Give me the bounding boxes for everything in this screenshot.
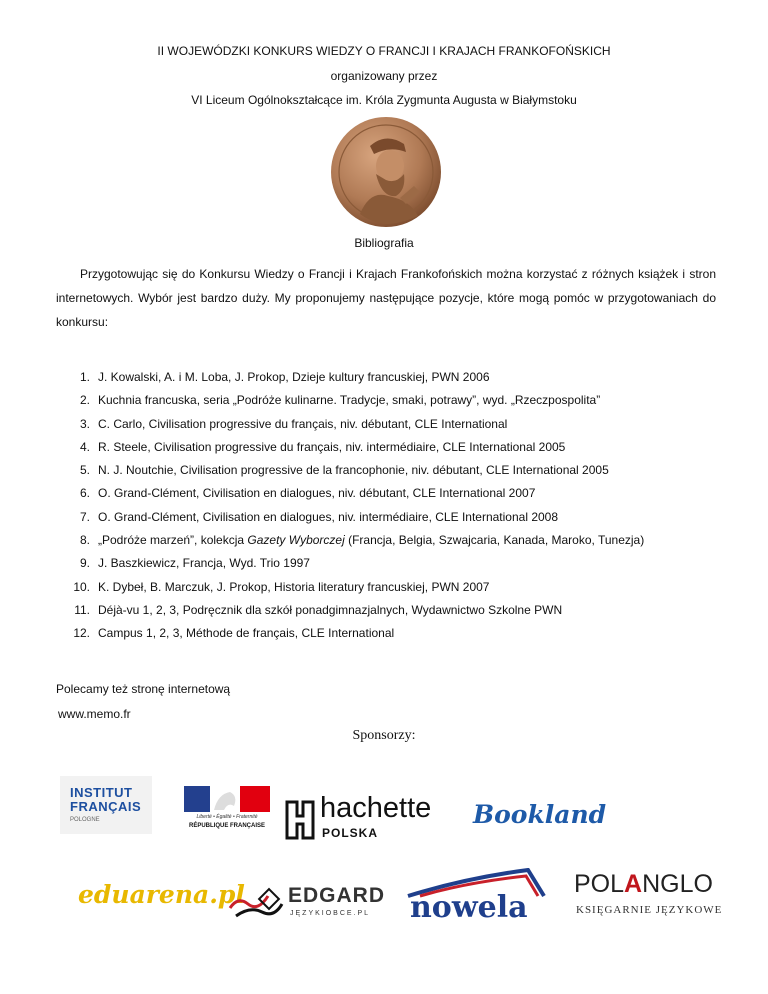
list-item: [56, 459, 644, 482]
organized-by: organizowany przez: [330, 69, 438, 83]
item-text: O. Grand-Clément, Civilisation en dialogues, niv. intermédiaire, CLE International 2008: [98, 509, 559, 524]
list-item: [56, 576, 644, 599]
item-number: 7.: [79, 509, 90, 524]
item-text: J. Baszkiewicz, Francja, Wyd. Trio 1997: [98, 556, 310, 571]
item-text: J. Kowalski, A. i M. Loba, J. Prokop, Dzieje kultury francuskiej, PWN 2006: [98, 370, 490, 384]
list-item: [56, 552, 644, 575]
list-item: [56, 482, 644, 505]
edgard-swoosh-icon: [228, 886, 284, 922]
item-text: Déjà-vu 1, 2, 3, Podręcznik dla szkół ponadgimnazjalnych, Wydawnictwo Szkolne PWN: [98, 602, 563, 617]
hachette-sub: POLSKA: [322, 826, 379, 840]
item-number: 6.: [79, 486, 90, 501]
polanglo-right: NGLO: [642, 870, 713, 898]
item-number: 10.: [73, 579, 90, 594]
item-number: 3.: [79, 416, 90, 431]
nowela-name: nowela: [410, 890, 528, 925]
list-item: [56, 413, 644, 436]
item-number: 5.: [79, 463, 90, 478]
intro-paragraph: Przygotowując się do Konkursu Wiedzy o Francji i Krajach Frankofońskich można korzystać z różnych książek i stron internetowych. Wybór jest bardzo duży. My proponujemy następujące pozycje, które mogą pomóc w przygotowaniach do konkursu:: [56, 267, 716, 329]
list-item: [56, 599, 644, 622]
republique-motto: Liberté • Égalité • Fraternité: [196, 814, 258, 820]
edgard-logo: [228, 884, 388, 924]
item-text: K. Dybeł, B. Marczuk, J. Prokop, Historia literatury francuskiej, PWN 2007: [98, 579, 490, 594]
item-text-post: (Francja, Belgia, Szwajcaria, Kanada, Maroko, Tunezja): [344, 533, 645, 548]
item-text: Kuchnia francuska, seria „Podróże kulinarne. Tradycje, smaki, potrawy”, wyd. „Rzeczpospolita”: [98, 393, 601, 408]
item-text: R. Steele, Civilisation progressive du français, niv. intermédiaire, CLE International 2005: [98, 439, 566, 454]
polanglo-left: POL: [574, 870, 625, 898]
edgard-name: EDGARD: [288, 884, 386, 907]
item-text: C. Carlo, Civilisation progressive du français, niv. débutant, CLE International: [98, 416, 508, 431]
polanglo-sub: KSIĘGARNIE JĘZYKOWE: [576, 904, 723, 916]
list-item: [56, 436, 644, 459]
institut-line2: FRANÇAIS: [70, 799, 142, 814]
item-text: N. J. Noutchie, Civilisation progressive de la francophonie, niv. débutant, CLE International 2005: [98, 463, 609, 478]
contest-title: II WOJEWÓDZKI KONKURS WIEDZY O FRANCJI I KRAJACH FRANKOFOŃSKICH: [157, 44, 611, 58]
list-item: [56, 389, 644, 412]
item-text: O. Grand-Clément, Civilisation en dialogues, niv. débutant, CLE International 2007: [98, 486, 536, 501]
eduarena-logo: eduarena.pl: [78, 880, 245, 909]
bookland-logo: Bookland: [473, 800, 607, 829]
item-number: 2.: [79, 393, 90, 408]
list-item: [56, 529, 644, 552]
nowela-logo: [406, 868, 546, 928]
republique-francaise-logo: [184, 786, 270, 836]
polanglo-a: A: [624, 870, 643, 898]
list-item: [56, 506, 644, 529]
edgard-sub: JĘZYKIOBCE.PL: [290, 910, 371, 917]
website-recommendation: Polecamy też stronę internetową: [56, 682, 231, 696]
list-item: [56, 622, 644, 645]
sponsors-heading: Sponsorzy:: [352, 728, 416, 743]
bibliography-heading: Bibliografia: [354, 236, 414, 250]
item-number: 1.: [79, 370, 90, 384]
hachette-name: hachette: [320, 792, 432, 824]
republique-name: RÉPUBLIQUE FRANÇAISE: [188, 823, 265, 829]
medal-portrait-image: [330, 116, 442, 228]
website-link[interactable]: www.memo.fr: [58, 707, 131, 721]
item-number: 12.: [73, 626, 90, 641]
item-number: 8.: [79, 533, 90, 548]
list-item: [56, 366, 644, 389]
item-text: Campus 1, 2, 3, Méthode de français, CLE International: [98, 626, 395, 641]
marianne-flag-icon: [184, 786, 270, 812]
institut-line3: POLOGNE: [70, 817, 100, 823]
item-text-pre: „Podróże marzeń”, kolekcja: [98, 533, 248, 548]
institut-line1: INSTITUT: [70, 785, 133, 800]
item-number: 4.: [79, 439, 90, 454]
hachette-logo: [285, 792, 445, 842]
polanglo-logo: [574, 870, 724, 920]
polanglo-name: [574, 870, 713, 899]
institut-francais-logo: [60, 776, 152, 834]
hachette-h-icon: [285, 800, 315, 840]
item-number: 9.: [79, 556, 90, 571]
item-text-italic: Gazety Wyborczej: [247, 533, 345, 548]
bibliography-list: [56, 366, 644, 646]
school-name: VI Liceum Ogólnokształcące im. Króla Zygmunta Augusta w Białymstoku: [191, 93, 577, 107]
item-number: 11.: [74, 602, 90, 617]
